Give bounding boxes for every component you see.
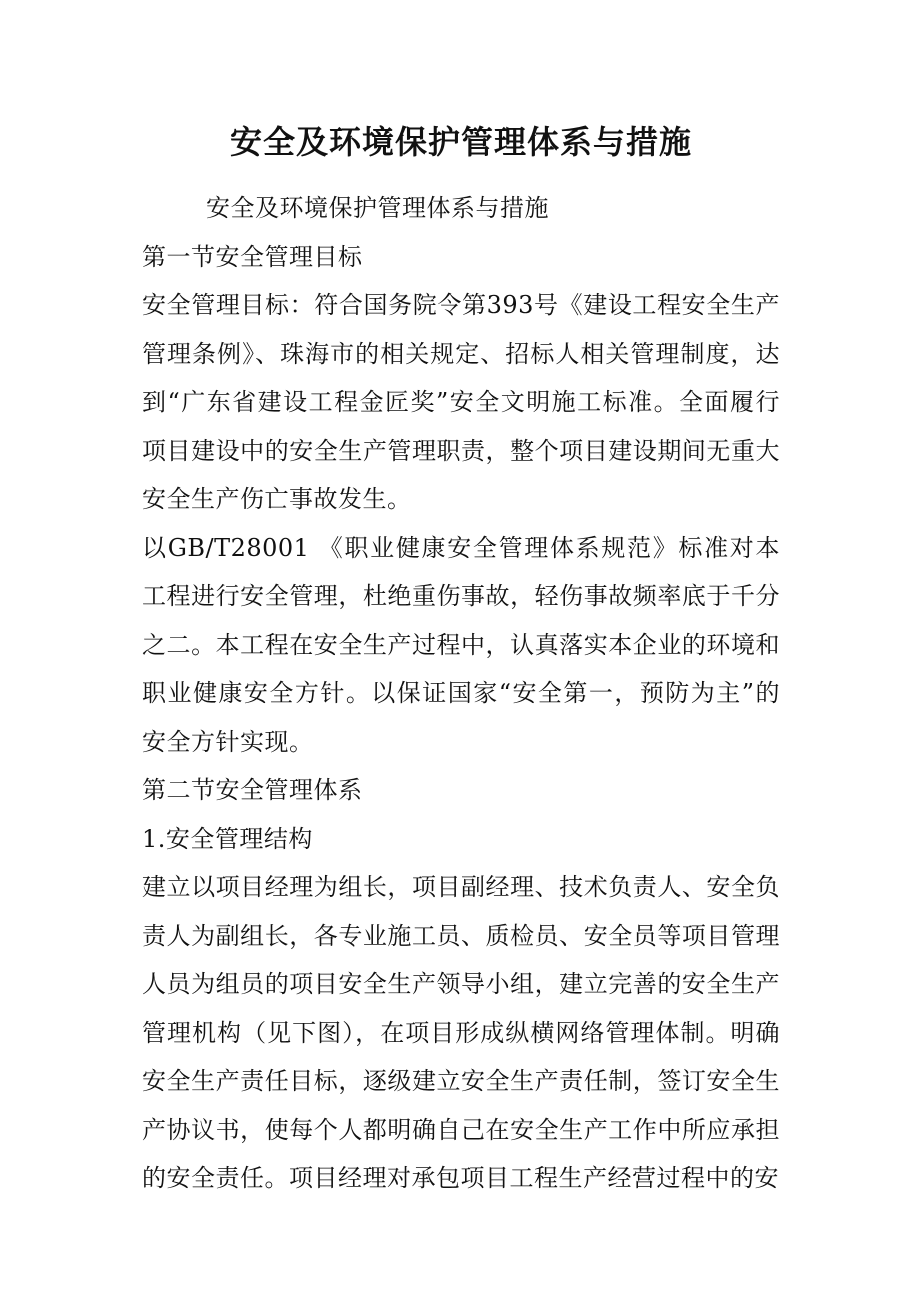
paragraph-standard: 以GB/T28001 《职业健康安全管理体系规范》标准对本工程进行安全管理，杜绝重伤事故，轻伤事故频率底于千分之二。本工程在安全生产过程中，认真落实本企业的环境和职业健康安全方针。以保证国家“安全第一，预防为主”的安全方针实现。 [142, 533, 780, 756]
paragraph-safety-goal: 安全管理目标：符合国务院令第393号《建设工程安全生产管理条例》、珠海市的相关规定、招标人相关管理制度，达到“广东省建设工程金匠奖”安全文明施工标准。全面履行项目建设中的安全生产管理职责，整个项目建设期间无重大安全生产伤亡事故发生。 [142, 291, 780, 513]
section-heading-1: 第一节安全管理目标 [142, 242, 363, 271]
document-body [142, 184, 780, 1203]
paragraph-structure: 建立以项目经理为组长，项目副经理、技术负责人、安全负责人为副组长，各专业施工员、质检员、安全员等项目管理人员为组员的项目安全生产领导小组，建立完善的安全生产管理机构（见下图），在项目形成纵横网络管理体制。明确安全生产责任目标，逐级建立安全生产责任制，签订安全生产协议书，使每个人都明确自己在安全生产工作中所应承担的安全责任。项目经理对承包项目工程生产经营过程中的安 [142, 873, 780, 1192]
section-heading-2: 第二节安全管理体系 [142, 776, 363, 804]
document-title: 安全及环境保护管理体系与措施 [229, 123, 692, 161]
document-subtitle: 安全及环境保护管理体系与措施 [206, 194, 549, 222]
subsection-heading-1: 1.安全管理结构 [142, 824, 313, 853]
